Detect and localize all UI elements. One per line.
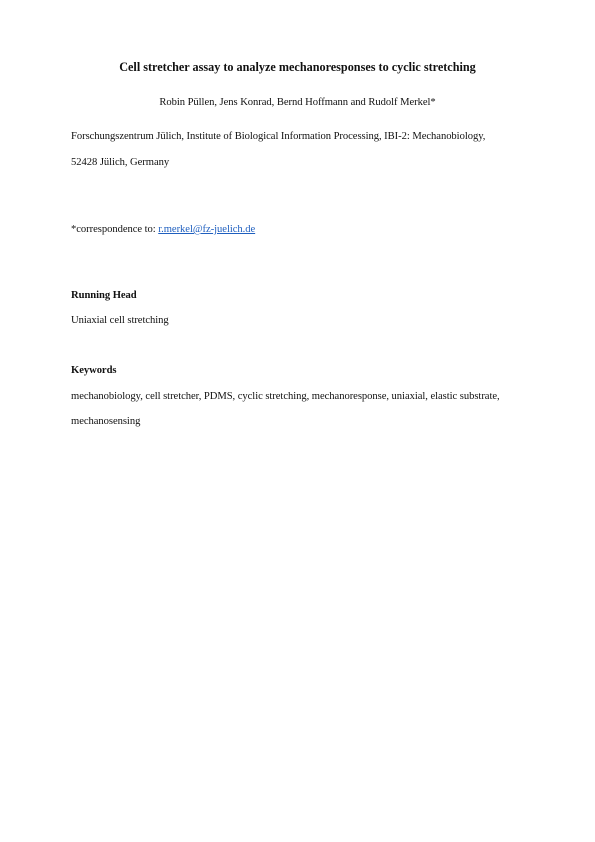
running-head-text: Uniaxial cell stretching	[71, 315, 169, 326]
keywords-line-2: mechanosensing	[71, 416, 141, 427]
correspondence-line	[71, 224, 255, 236]
author-list: Robin Püllen, Jens Konrad, Bernd Hoffmann and Rudolf Merkel*	[159, 97, 436, 108]
correspondence-label: *correspondence to:	[71, 224, 159, 235]
correspondence-email-link[interactable]: r.merkel@fz-juelich.de	[158, 224, 256, 235]
paper-title: Cell stretcher assay to analyze mechanoresponses to cyclic stretching	[119, 60, 476, 74]
running-head-heading: Running Head	[71, 290, 137, 301]
affiliation-line-2: 52428 Jülich, Germany	[71, 157, 170, 168]
keywords-line-1: mechanobiology, cell stretcher, PDMS, cyclic stretching, mechanoresponse, uniaxial, elastic substrate,	[71, 391, 500, 402]
affiliation-line-1: Forschungszentrum Jülich, Institute of Biological Information Processing, IBI-2: Mechanobiology,	[71, 131, 486, 142]
keywords-heading: Keywords	[71, 365, 117, 376]
